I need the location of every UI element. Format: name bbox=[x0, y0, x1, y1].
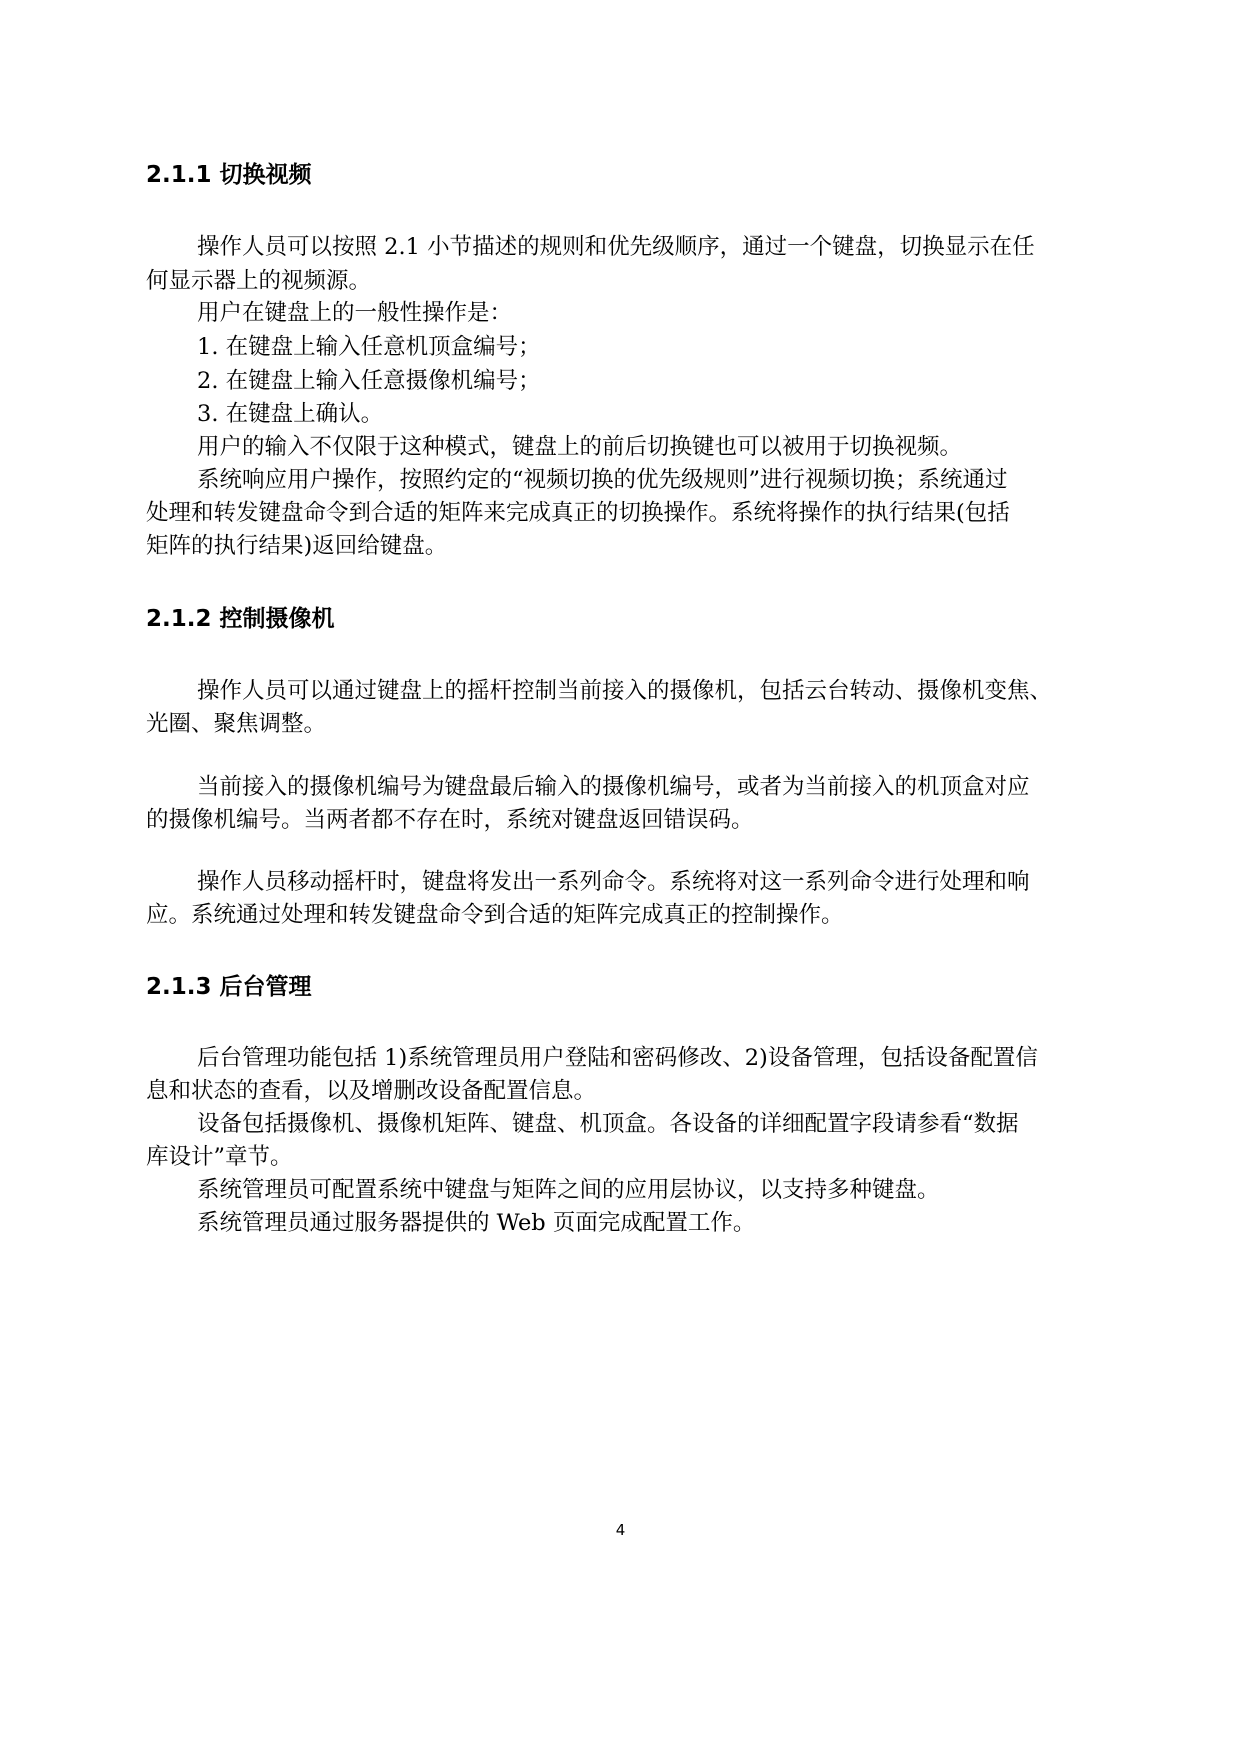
paragraph-line: 系统管理员通过服务器提供的 Web 页面完成配置工作。 bbox=[197, 1210, 756, 1236]
paragraph-line: 操作人员可以通过键盘上的摇杆控制当前接入的摄像机，包括云台转动、摄像机变焦、 bbox=[197, 678, 1053, 704]
paragraph-line: 用户的输入不仅限于这种模式，键盘上的前后切换键也可以被用于切换视频。 bbox=[197, 434, 963, 460]
section-heading-2-1-1: 2.1.1 切换视频 bbox=[146, 162, 312, 188]
section-heading-2-1-3: 2.1.3 后台管理 bbox=[146, 974, 312, 1000]
paragraph-line: 矩阵的执行结果)返回给键盘。 bbox=[146, 533, 448, 559]
paragraph-line: 当前接入的摄像机编号为键盘最后输入的摄像机编号，或者为当前接入的机顶盒对应 bbox=[197, 774, 1030, 800]
paragraph-line: 息和状态的查看，以及增删改设备配置信息。 bbox=[146, 1078, 597, 1104]
list-item: 2. 在键盘上输入任意摄像机编号； bbox=[197, 368, 541, 394]
paragraph-line: 库设计”章节。 bbox=[146, 1144, 293, 1170]
page-number: 4 bbox=[615, 1521, 626, 1539]
paragraph-line: 操作人员可以按照 2.1 小节描述的规则和优先级顺序，通过一个键盘，切换显示在任 bbox=[197, 234, 1035, 260]
paragraph-line: 何显示器上的视频源。 bbox=[146, 268, 372, 294]
paragraph-line: 用户在键盘上的一般性操作是： bbox=[197, 300, 513, 326]
list-item: 1. 在键盘上输入任意机顶盒编号； bbox=[197, 334, 541, 360]
section-heading-2-1-2: 2.1.2 控制摄像机 bbox=[146, 606, 335, 632]
paragraph-line: 应。系统通过处理和转发键盘命令到合适的矩阵完成真正的控制操作。 bbox=[146, 902, 844, 928]
paragraph-line: 的摄像机编号。当两者都不存在时，系统对键盘返回错误码。 bbox=[146, 807, 754, 833]
paragraph-line: 系统管理员可配置系统中键盘与矩阵之间的应用层协议，以支持多种键盘。 bbox=[197, 1177, 940, 1203]
list-item: 3. 在键盘上确认。 bbox=[197, 401, 384, 427]
paragraph-line: 设备包括摄像机、摄像机矩阵、键盘、机顶盒。各设备的详细配置字段请参看“数据 bbox=[197, 1111, 1019, 1137]
paragraph-line: 处理和转发键盘命令到合适的矩阵来完成真正的切换操作。系统将操作的执行结果(包括 bbox=[146, 500, 1010, 526]
paragraph-line: 光圈、聚焦调整。 bbox=[146, 711, 327, 737]
paragraph-line: 系统响应用户操作，按照约定的“视频切换的优先级规则”进行视频切换；系统通过 bbox=[197, 467, 1008, 493]
paragraph-line: 操作人员移动摇杆时，键盘将发出一系列命令。系统将对这一系列命令进行处理和响 bbox=[197, 869, 1030, 895]
paragraph-line: 后台管理功能包括 1)系统管理员用户登陆和密码修改、2)设备管理，包括设备配置信 bbox=[197, 1045, 1038, 1071]
